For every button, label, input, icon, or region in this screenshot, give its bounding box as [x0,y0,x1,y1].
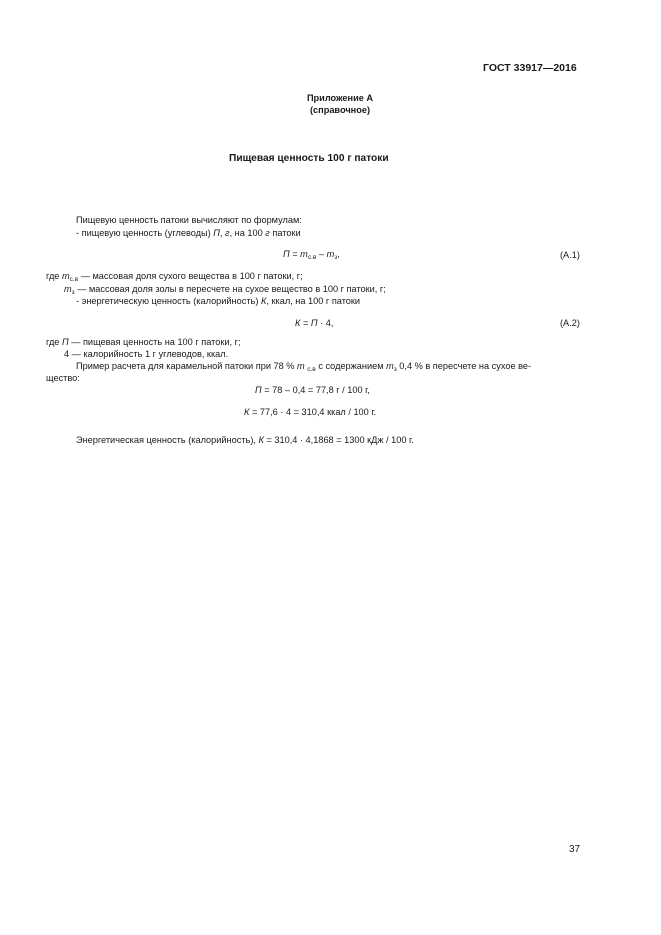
equation-number: (А.1) [560,250,580,260]
formula-lhs: П [283,249,290,259]
calculation-rhs: = 77,6 · 4 = 310,4 ккал / 100 г. [251,407,377,417]
example-text: с содержанием [318,361,384,371]
symbol-k: К [258,435,264,445]
page-number: 37 [569,844,581,855]
definition-line: 4 — калорийность 1 г углеводов, ккал. [64,349,229,359]
subscript: с.в [307,254,317,261]
subscript: з [71,289,75,296]
list-dash: - [76,296,80,306]
calculation-line [255,385,370,396]
definition-text: — массовая доля сухого вещества в 100 г патоки, г; [80,271,303,281]
minus-sign: – [318,249,325,259]
item-text-after: , ккал, на 100 г патоки [266,296,361,306]
formula-rest: · 4, [320,318,334,328]
list-dash: - [76,228,80,238]
example-text: Пример расчета для карамельной патоки при 78 % [76,361,295,371]
item-text: энергетическую ценность (калорийность) [81,296,259,306]
formula-a2 [295,318,333,329]
example-text: 0,4 % в пересчете на сухое ве- [399,361,532,371]
energy-rhs: = 310,4 · 4,1868 = 1300 кДж / 100 г. [266,435,414,445]
standard-number: ГОСТ 33917—2016 [483,62,577,74]
formula-lhs: К [295,318,301,328]
item-text: пищевую ценность (углеводы) [81,228,211,238]
example-line-2: щество: [46,373,80,383]
subscript: з [393,366,397,373]
symbol-p: П [255,385,262,395]
mass-symbol: m [326,249,335,259]
mass-symbol: m [297,361,305,371]
formula-a1 [283,249,340,263]
subscript: з [334,254,338,261]
intro-text: Пищевую ценность патоки вычисляют по формулам: [76,215,302,225]
equation-number: (А.2) [560,318,580,328]
definition-text: — массовая доля золы в пересчете на сухое вещество в 100 г патоки, г; [77,284,386,294]
appendix-type: (справочное) [309,105,370,115]
equals-sign: = [302,318,309,328]
calculation-line [244,407,376,418]
item-text-after: , на 100 [229,228,263,238]
mass-symbol: m [64,284,72,294]
list-item-energy-value [76,296,360,307]
example-line-1 [76,361,531,375]
equals-sign: = [292,249,298,259]
mass-symbol: m [386,361,394,371]
unit-g: г [265,228,270,238]
symbol-p: П [310,318,318,328]
symbol-k: К [260,296,267,306]
subscript: с.в [69,276,79,283]
unit-g: г [225,228,230,238]
energy-text: Энергетическая ценность (калорийность), [76,435,256,445]
symbol-p: П [213,228,220,238]
mass-symbol: m [300,249,308,259]
symbol-p: П [61,337,69,347]
energy-value-line [76,435,414,446]
subscript: с.в [307,366,316,373]
symbol-k: К [244,407,250,417]
definition-line [46,337,241,348]
page-title: Пищевая ценность 100 г патоки [229,153,389,164]
appendix-label: Приложение А [306,93,374,103]
list-item-food-value: - пищевую ценность (углеводы) П, г, на 100 г патоки [76,228,301,238]
where-prefix: где [46,337,60,347]
mass-symbol: m [61,271,70,281]
definition-text: — пищевая ценность на 100 г патоки, г; [71,337,241,347]
item-text-end: патоки [272,228,301,238]
formula-end: , [337,249,340,259]
where-prefix: где [46,271,60,281]
definition-line [46,271,303,285]
calculation-rhs: = 78 – 0,4 = 77,8 г / 100 г, [264,385,370,395]
